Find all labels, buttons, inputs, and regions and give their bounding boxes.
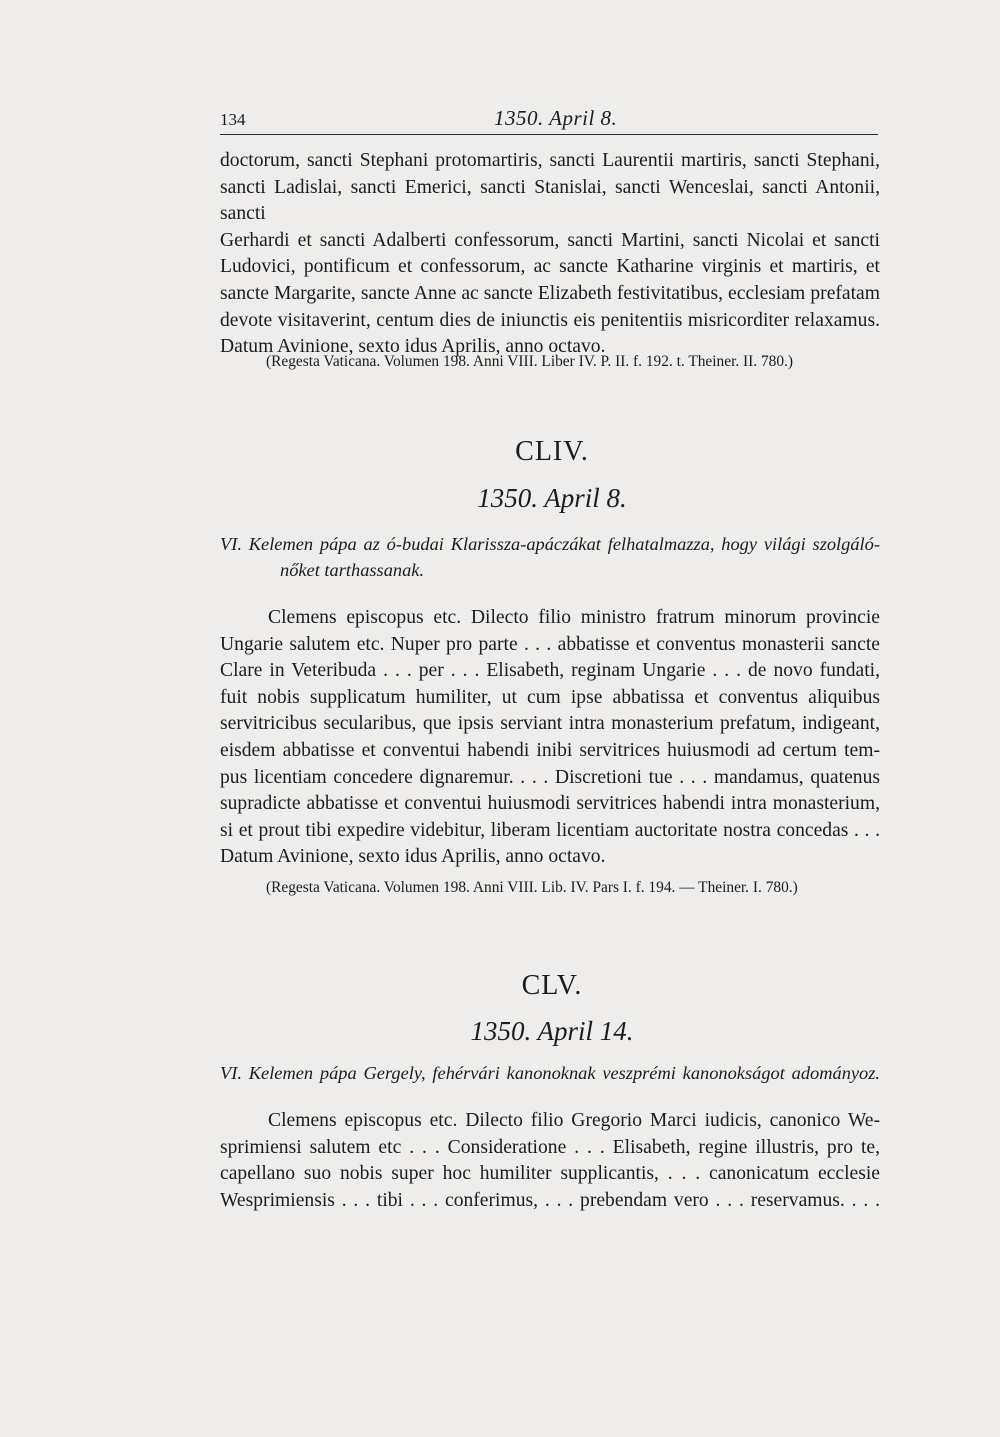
continued-paragraph [220,148,880,361]
text-line: Clemens episcopus etc. Dilecto filio ministro fratrum minorum provincie [268,607,880,628]
text-line: Ungarie salutem etc. Nuper pro parte . . . abbatisse et conventus monasterii sancte [220,633,880,655]
text-line: Gerhardi et sancti Adalberti confessorum, sancti Martini, sancti Nicolai et sancti [220,229,880,251]
section-date: 1350. April 8. [477,483,627,513]
text-line: Wesprimiensis . . . tibi . . . conferimus, . . . prebendam vero . . . reservamus. . . . [220,1189,880,1211]
page-number: 134 [220,110,246,129]
text-line: sancte Margarite, sancte Anne ac sancte Elizabeth festivitatibus, ecclesiam prefatam [220,282,880,304]
section-body [220,605,880,871]
text-line: Ludovici, pontificum et confessorum, ac sancte Katharine virginis et martiris, et [220,256,880,278]
source-reference: (Regesta Vaticana. Volumen 198. Anni VIII. Liber IV. P. II. f. 192. t. Theiner. II. 780.) [266,353,794,370]
section-summary [220,1060,880,1086]
section-number: CLIV. [515,436,589,467]
summary-line: VI. Kelemen pápa az ó-budai Klarissza-apáczákat felhatalmazza, hogy világi szolgáló- [220,534,880,554]
running-head: 1350. April 8. [494,106,618,130]
text-line: sancti Ladislai, sancti Emerici, sancti Stanislai, sancti Wenceslai, sancti Antonii, sancti [220,176,880,225]
text-line: capellano suo nobis super hoc humiliter supplicantis, . . . canonicatum ecclesie [220,1163,880,1185]
page-header [220,104,878,135]
text-line: pus licentiam concedere dignaremur. . . . Discretioni tue . . . mandamus, quatenus [220,766,880,788]
text-line: servitricibus secularibus, que ipsis serviant intra monasterium prefatum, indigeant, [220,713,880,735]
source-reference: (Regesta Vaticana. Volumen 198. Anni VIII. Lib. IV. Pars I. f. 194. — Theiner. I. 780.) [266,879,798,896]
text-line: si et prout tibi expedire videbitur, liberam licentiam auctoritate nostra concedas . . . [220,819,880,841]
text-line: devote visitaverint, centum dies de iniunctis eis penitentiis misricorditer relaxamus. [220,309,880,331]
text-line: fuit nobis supplicatum humiliter, ut cum ipse abbatissa et conventus aliquibus [220,686,880,708]
section-body [220,1108,880,1214]
section-number: CLV. [521,970,583,1001]
summary-line: nőket tarthassanak. [280,560,425,580]
text-line: Clare in Veteribuda . . . per . . . Elisabeth, reginam Ungarie . . . de novo fundati, [220,660,880,682]
text-line: Datum Avinione, sexto idus Aprilis, anno octavo. [220,846,606,868]
text-line: doctorum, sancti Stephani protomartiris, sancti Laurentii martiris, sancti Stephani, [220,150,880,171]
text-line: supradicte abbatisse et conventui huiusmodi servitrices habendi intra monasterium, [220,793,880,815]
text-line: eisdem abbatisse et conventui habendi inibi servitrices huiusmodi ad certum tem- [220,739,880,761]
section-date: 1350. April 14. [470,1016,634,1046]
summary-line: VI. Kelemen pápa Gergely, fehérvári kanonoknak veszprémi kanonokságot adományoz. [220,1063,880,1083]
text-line: Clemens episcopus etc. Dilecto filio Gregorio Marci iudicis, canonico We- [268,1110,880,1131]
text-line: Datum Avinione, sexto idus Aprilis, anno octavo. [220,336,606,358]
text-line: sprimiensi salutem etc . . . Consideratione . . . Elisabeth, regine illustris, pro te, [220,1136,880,1158]
section-summary [220,531,880,583]
